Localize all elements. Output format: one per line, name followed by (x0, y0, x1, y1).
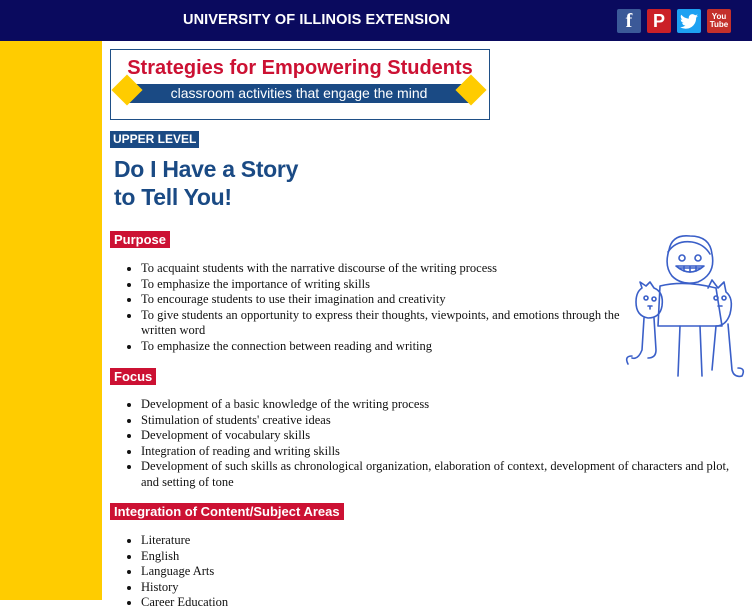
list-item: • Development of such skills as chronological organization, elaboration of context, development of characters and plot, and setting of tone (141, 459, 741, 490)
list-item: • To give students an opportunity to express their thoughts, viewpoints, and emotions through the written word (141, 308, 621, 339)
youtube-icon[interactable]: You Tube (707, 9, 731, 33)
site-title[interactable]: UNIVERSITY OF ILLINOIS EXTENSION (183, 12, 451, 28)
facebook-icon[interactable]: f (617, 9, 641, 33)
story-title-line-2: to Tell You! (114, 184, 232, 210)
list-item: • Development of a basic knowledge of the writing process (141, 397, 741, 413)
strategies-banner (110, 49, 490, 120)
focus-list (112, 397, 741, 491)
list-item: • Literature (141, 533, 741, 549)
twitter-icon[interactable] (677, 9, 701, 33)
left-sidebar (0, 41, 102, 600)
list-item: • To encourage students to use their imagination and creativity (141, 292, 621, 308)
focus-heading: Focus (110, 368, 156, 385)
list-item: • Stimulation of students' creative ideas (141, 413, 741, 429)
top-bar (0, 0, 752, 41)
twitter-bird-shape (680, 14, 698, 29)
list-item: • English (141, 549, 741, 565)
list-item: • To emphasize the connection between reading and writing (141, 339, 621, 355)
child-with-cats-drawing (624, 230, 746, 382)
list-item: • Development of vocabulary skills (141, 428, 741, 444)
pinterest-icon[interactable]: P (647, 9, 671, 33)
story-title (114, 155, 298, 211)
list-item: • Integration of reading and writing skills (141, 444, 741, 460)
purpose-heading: Purpose (110, 231, 170, 248)
integration-heading: Integration of Content/Subject Areas (110, 503, 344, 520)
purpose-list (112, 261, 621, 355)
list-item: • To emphasize the importance of writing skills (141, 277, 621, 293)
list-item: • History (141, 580, 741, 596)
level-badge: UPPER LEVEL (110, 131, 199, 148)
list-item: • To acquaint students with the narrative discourse of the writing process (141, 261, 621, 277)
list-item: • Language Arts (141, 564, 741, 580)
banner-subtitle: classroom activities that engage the mind (170, 85, 428, 101)
banner-subtitle-bar (127, 84, 471, 103)
integration-list (112, 533, 741, 611)
list-item: • Career Education (141, 595, 741, 611)
child-with-cats-illustration (624, 230, 746, 382)
banner-title: Strategies for Empowering Students (127, 57, 473, 79)
story-title-line-1: Do I Have a Story (114, 156, 299, 182)
